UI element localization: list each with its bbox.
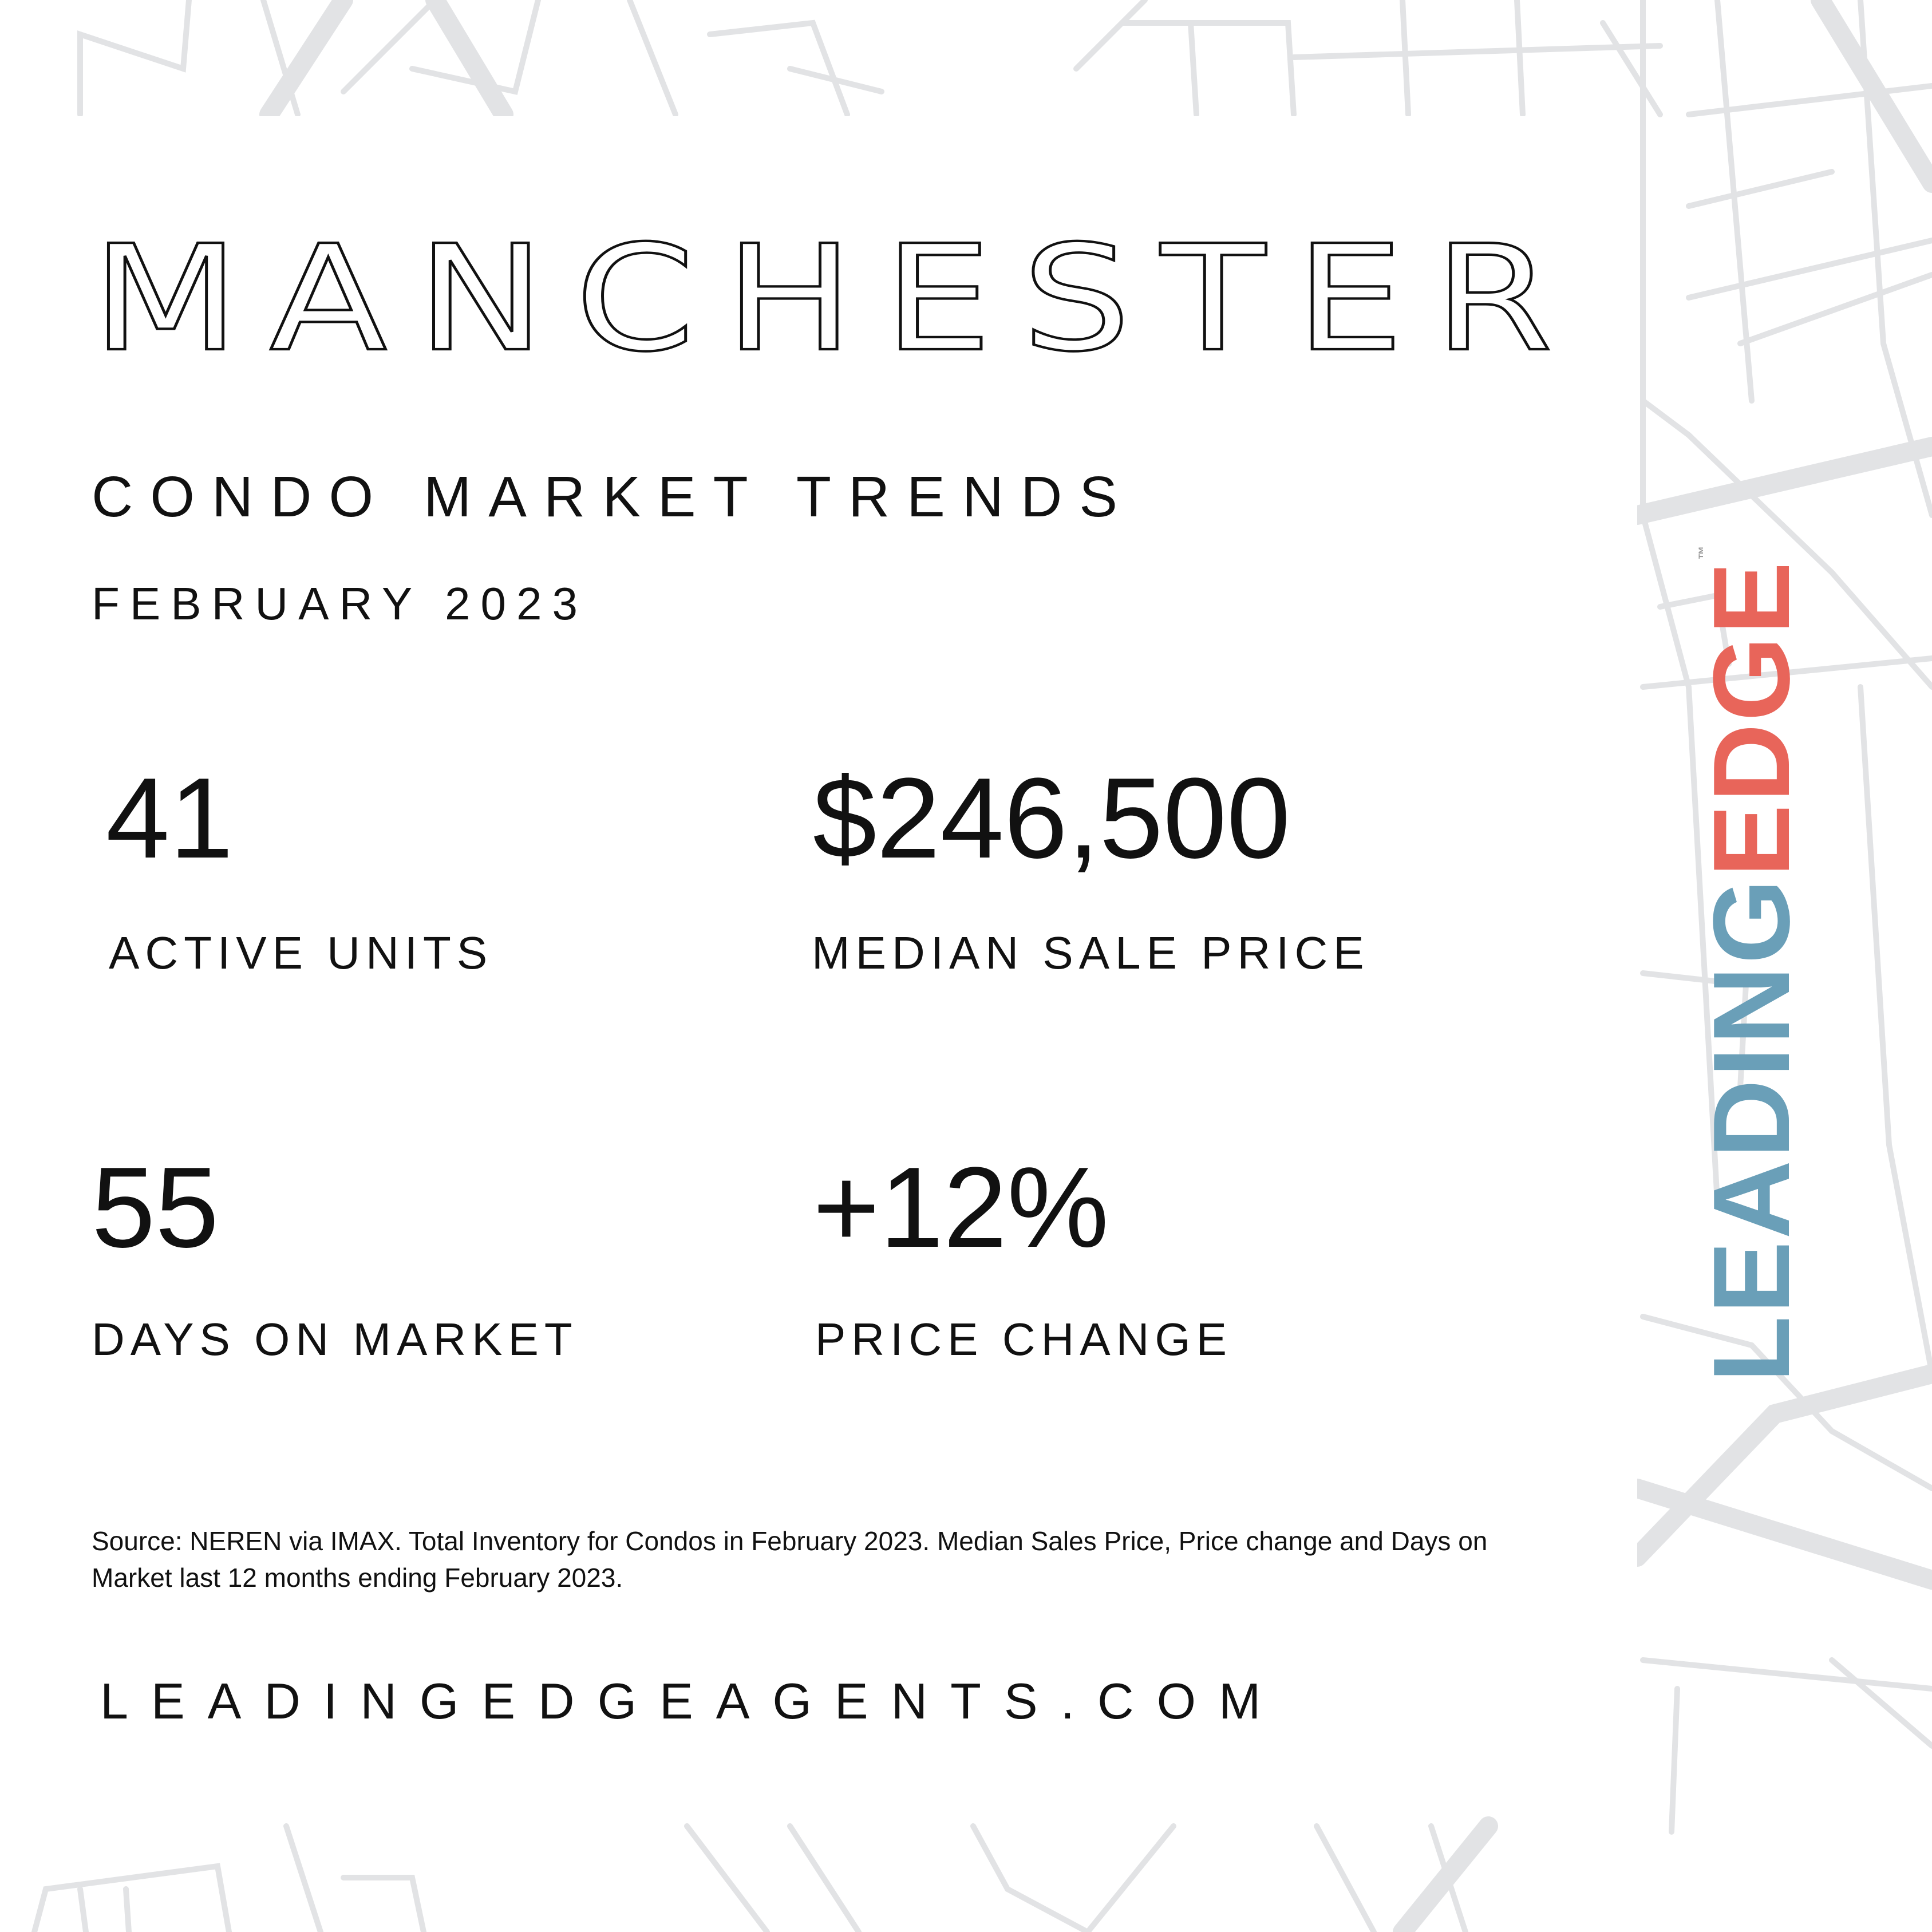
days-on-market-label: DAYS ON MARKET [92, 1314, 578, 1365]
logo-leading-text: LEADING [1691, 877, 1812, 1382]
days-on-market-value: 55 [92, 1144, 219, 1271]
active-units-value: 41 [106, 754, 234, 882]
price-change-label: PRICE CHANGE [815, 1314, 1232, 1365]
report-subtitle: CONDO MARKET TRENDS [92, 465, 1135, 529]
price-change-value: +12% [813, 1144, 1109, 1271]
median-sale-price-value: $246,500 [813, 754, 1291, 882]
median-sale-price-label: MEDIAN SALE PRICE [812, 927, 1370, 978]
trademark-mark: ™ [1696, 543, 1712, 560]
source-note: Source: NEREN via IMAX. Total Inventory for Condos in February 2023. Median Sales Price, Price change and Days on Market last 12 months ending February 2023. [92, 1526, 1488, 1593]
active-units-label: ACTIVE UNITS [109, 927, 493, 978]
logo-edge-text: EDGE [1691, 559, 1812, 877]
leadingedge-logo [1691, 543, 1812, 1382]
city-title: MANCHESTER [92, 214, 1583, 384]
website-link[interactable]: LEADINGEDGEAGENTS.COM [100, 1673, 1284, 1729]
report-date: FEBRUARY 2023 [92, 578, 588, 629]
